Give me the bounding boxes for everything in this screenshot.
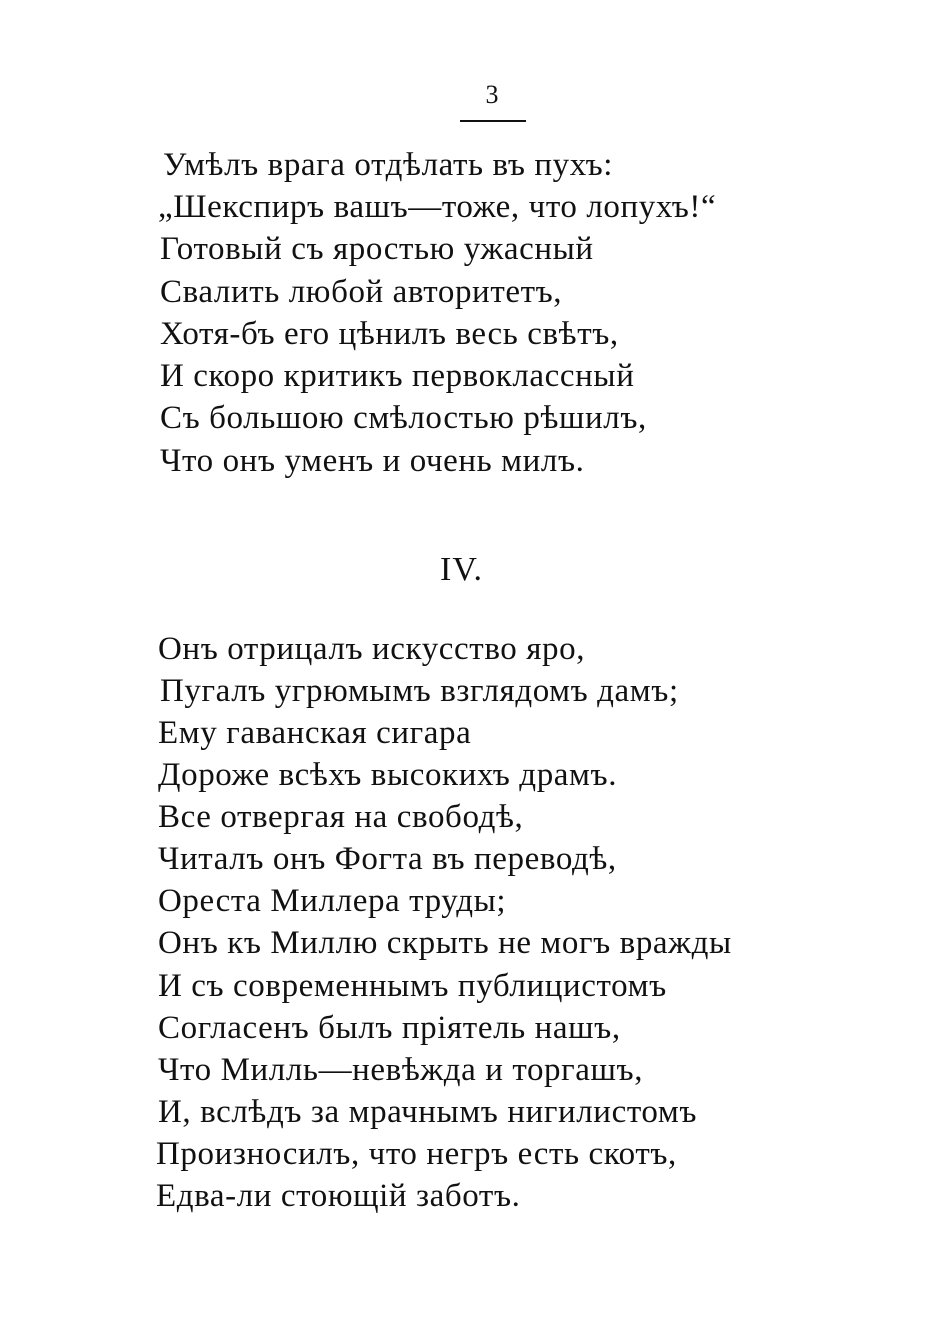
verse-line: „Шекспиръ вашъ—тоже, что лопухъ!“ (158, 189, 717, 225)
verse-line: Съ большою смѣлостью рѣшилъ, (160, 400, 647, 436)
header-rule (460, 120, 526, 122)
section-numeral: IV. (440, 551, 483, 588)
verse-line: Свалить любой авторитетъ, (160, 274, 563, 310)
verse-line: И скоро критикъ первоклассный (160, 358, 635, 394)
verse-line: Умѣлъ врага отдѣлать въ пухъ: (163, 147, 614, 183)
verse-line: Произносилъ, что негръ есть скотъ, (156, 1136, 677, 1172)
verse-line: Все отвергая на свободѣ, (158, 799, 524, 835)
verse-line: Что Милль—невѣжда и торгашъ, (158, 1052, 644, 1088)
verse-line: Готовый съ яростью ужасный (160, 231, 594, 267)
verse-line: Ему гаванская сигара (158, 715, 472, 751)
page-number: 3 (485, 80, 499, 109)
verse-line: Что онъ уменъ и очень милъ. (160, 443, 585, 479)
verse-line: И, вслѣдъ за мрачнымъ нигилистомъ (158, 1094, 698, 1130)
verse-line: Читалъ онъ Фогта въ переводѣ, (158, 841, 617, 877)
verse-line: Ореста Миллера труды; (158, 883, 507, 919)
verse-line: Пугалъ угрюмымъ взглядомъ дамъ; (160, 673, 679, 709)
verse-line: И съ современнымъ публицистомъ (158, 968, 667, 1004)
verse-line: Дороже всѣхъ высокихъ драмъ. (158, 757, 618, 793)
verse-line: Онъ къ Миллю скрыть не могъ вражды (158, 925, 732, 961)
verse-line: Согласенъ былъ пріятель нашъ, (158, 1010, 621, 1046)
verse-line: Онъ отрицалъ искусство яро, (158, 631, 586, 667)
verse-line: Хотя-бъ его цѣнилъ весь свѣтъ, (160, 316, 619, 352)
verse-line: Едва-ли стоющій заботъ. (156, 1178, 521, 1214)
